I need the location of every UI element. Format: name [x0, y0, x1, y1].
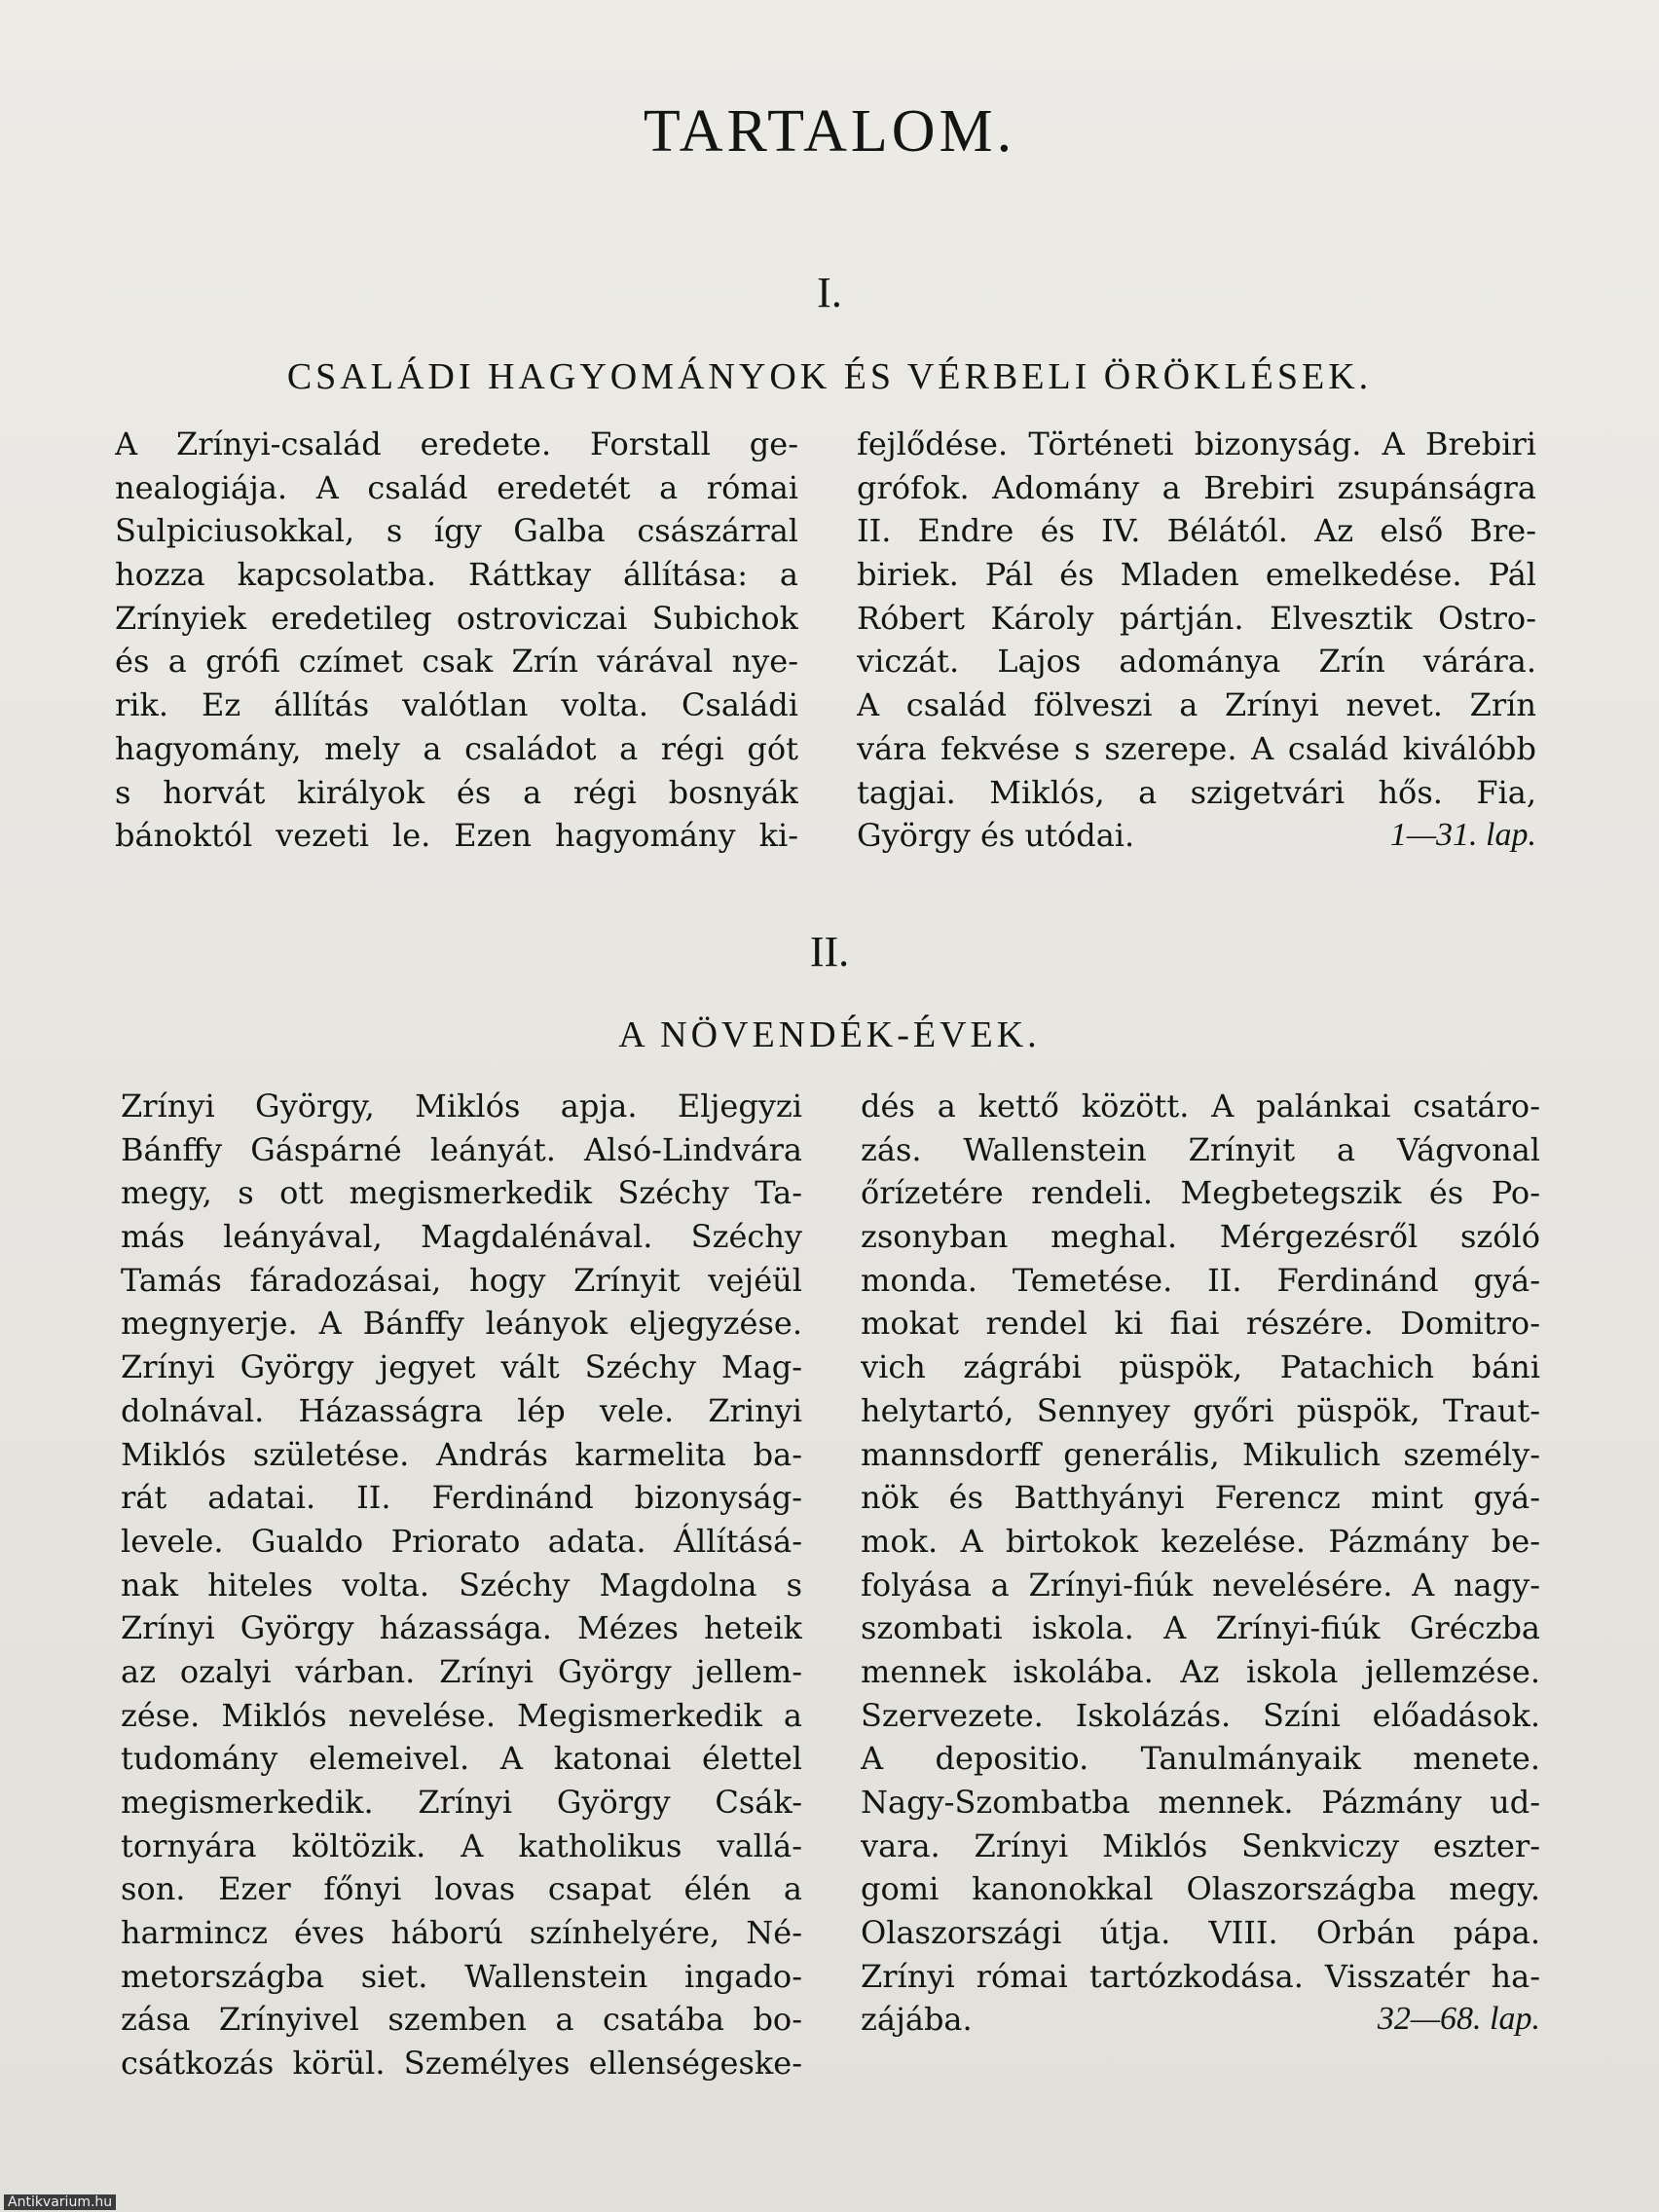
text-line: dolnával. Házasságra lép vele. Zrinyi: [121, 1391, 802, 1429]
text-line: zás. Wallenstein Zrínyit a Vágvonal: [861, 1130, 1540, 1168]
text-line: monda. Temetése. II. Ferdinánd gyá-: [861, 1261, 1540, 1299]
text-line: vára fekvése s szerepe. A család kiválóbb: [857, 729, 1536, 767]
text-line: Zrínyi György házassága. Mézes heteik: [121, 1609, 802, 1647]
text-line: metországba siet. Wallenstein ingado-: [121, 1957, 802, 1995]
text-line: mokat rendel ki fiai részére. Domitro-: [861, 1305, 1540, 1343]
text-line: Zrínyi római tartózkodása. Visszatér ha-: [861, 1957, 1540, 1995]
text-line: megy, s ott megismerkedik Széchy Ta-: [121, 1174, 802, 1212]
text-line: csátkozás körül. Személyes ellenségeske-: [121, 2045, 802, 2083]
text-line: megnyerje. A Bánffy leányok eljegyzése.: [121, 1305, 802, 1343]
text-line: Zrínyiek eredetileg ostroviczai Subichok: [115, 599, 798, 637]
text-line: zsonyban meghal. Mérgezésről szóló: [861, 1218, 1540, 1256]
text-line: Sulpiciusokkal, s így Galba császárral: [115, 512, 798, 550]
text-line: Tamás fáradozásai, hogy Zrínyit vejéül: [121, 1261, 802, 1299]
text-line: zése. Miklós nevelése. Megismerkedik a: [121, 1696, 802, 1734]
text-line: Bánffy Gáspárné leányát. Alsó-Lindvára: [121, 1130, 802, 1168]
page-reference: 1—31. lap.: [1389, 817, 1536, 854]
section-1-number: I.: [817, 269, 842, 316]
text-line: grófok. Adomány a Brebiri zsupánságra: [857, 468, 1536, 506]
text-line: Nagy-Szombatba mennek. Pázmány ud-: [861, 1784, 1540, 1821]
text-line: Miklós születése. András karmelita ba-: [121, 1435, 802, 1473]
text-line: harmincz éves háború színhelyére, Né-: [121, 1914, 802, 1952]
text-line: biriek. Pál és Mladen emelkedése. Pál: [857, 556, 1536, 594]
text-line: és a grófi czímet csak Zrín várával nye-: [115, 643, 798, 681]
text-line: Róbert Károly pártján. Elvesztik Ostro-: [857, 599, 1536, 637]
text-line: Zrínyi György jegyet vált Széchy Mag-: [121, 1348, 802, 1386]
text-line: Szervezete. Iskolázás. Színi előadások.: [861, 1696, 1540, 1734]
section-1-left-column: [115, 423, 798, 858]
text-line: zása Zrínyivel szemben a csatába bo-: [121, 2001, 802, 2039]
section-2-right-column: [861, 1085, 1540, 2042]
page-title: TARTALOM.: [643, 98, 1016, 165]
text-line: tudomány elemeivel. A katonai élettel: [121, 1740, 802, 1778]
section-2-left-column: [121, 1085, 802, 2085]
text-line: tornyára költözik. A katholikus vallá-: [121, 1826, 802, 1864]
text-line: A depositio. Tanulmányaik menete.: [861, 1740, 1540, 1778]
text-line: bánoktól vezeti le. Ezen hagyomány ki-: [115, 817, 798, 855]
section-2-number: II.: [809, 928, 850, 976]
last-line: [861, 1998, 1540, 2042]
text-line: megismerkedik. Zrínyi György Csák-: [121, 1784, 802, 1821]
text-line: viczát. Lajos adománya Zrín várára.: [857, 643, 1536, 681]
text-line: zájába.: [861, 2001, 973, 2039]
text-line: fejlődése. Történeti bizonyság. A Brebiri: [857, 425, 1536, 462]
text-line: nealogiája. A család eredetét a római: [115, 468, 798, 506]
text-line: levele. Gualdo Priorato adata. Állításá-: [121, 1522, 802, 1560]
text-line: Zrínyi György, Miklós apja. Eljegyzi: [121, 1088, 802, 1124]
section-2-heading: A NÖVENDÉK-ÉVEK.: [618, 1014, 1041, 1055]
page-reference: 32—68. lap.: [1377, 2001, 1540, 2038]
text-line: II. Endre és IV. Bélától. Az első Bre-: [857, 512, 1536, 550]
text-line: őrízetére rendeli. Megbetegszik és Po-: [861, 1174, 1540, 1212]
text-line: mok. A birtokok kezelése. Pázmány be-: [861, 1522, 1540, 1560]
text-line: szombati iskola. A Zrínyi-fiúk Gréczba: [861, 1609, 1540, 1647]
text-line: hozza kapcsolatba. Ráttkay állítása: a: [115, 556, 798, 594]
text-line: s horvát királyok és a régi bosnyák: [115, 773, 798, 811]
text-line: nak hiteles volta. Széchy Magdolna s: [121, 1566, 802, 1604]
text-line: az ozalyi várban. Zrínyi György jellem-: [121, 1652, 802, 1690]
section-1-right-column: [857, 423, 1536, 858]
text-line: tagjai. Miklós, a szigetvári hős. Fia,: [857, 773, 1536, 811]
text-line: más leányával, Magdalénával. Széchy: [121, 1218, 802, 1256]
text-line: Olaszországi útja. VIII. Orbán pápa.: [861, 1914, 1540, 1952]
text-line: mannsdorff generális, Mikulich személy-: [861, 1435, 1540, 1473]
text-line: son. Ezer főnyi lovas csapat élén a: [121, 1870, 802, 1908]
watermark-footer: Antikvarium.hu: [4, 2194, 116, 2210]
text-line: rik. Ez állítás valótlan volta. Családi: [115, 686, 798, 724]
text-line: helytartó, Sennyey győri püspök, Traut-: [861, 1391, 1540, 1429]
text-line: György és utódai.: [857, 817, 1135, 855]
text-line: hagyomány, mely a családot a régi gót: [115, 729, 798, 767]
text-line: vich zágrábi püspök, Patachich báni: [861, 1348, 1540, 1386]
last-line: [857, 814, 1536, 858]
text-line: gomi kanonokkal Olaszországba megy.: [861, 1870, 1540, 1908]
text-line: A Zrínyi-család eredete. Forstall ge-: [115, 425, 798, 462]
text-line: folyása a Zrínyi-fiúk nevelésére. A nagy-: [861, 1566, 1540, 1604]
text-line: mennek iskolába. Az iskola jellemzése.: [861, 1652, 1540, 1690]
text-line: A család fölveszi a Zrínyi nevet. Zrín: [857, 686, 1536, 724]
text-line: rát adatai. II. Ferdinánd bizonyság-: [121, 1479, 802, 1517]
text-line: dés a kettő között. A palánkai csatáro-: [861, 1088, 1540, 1124]
text-line: nök és Batthyányi Ferencz mint gyá-: [861, 1479, 1540, 1517]
section-1-heading: CSALÁDI HAGYOMÁNYOK ÉS VÉRBELI ÖRÖKLÉSEK.: [286, 356, 1373, 397]
text-line: vara. Zrínyi Miklós Senkviczy eszter-: [861, 1826, 1540, 1864]
